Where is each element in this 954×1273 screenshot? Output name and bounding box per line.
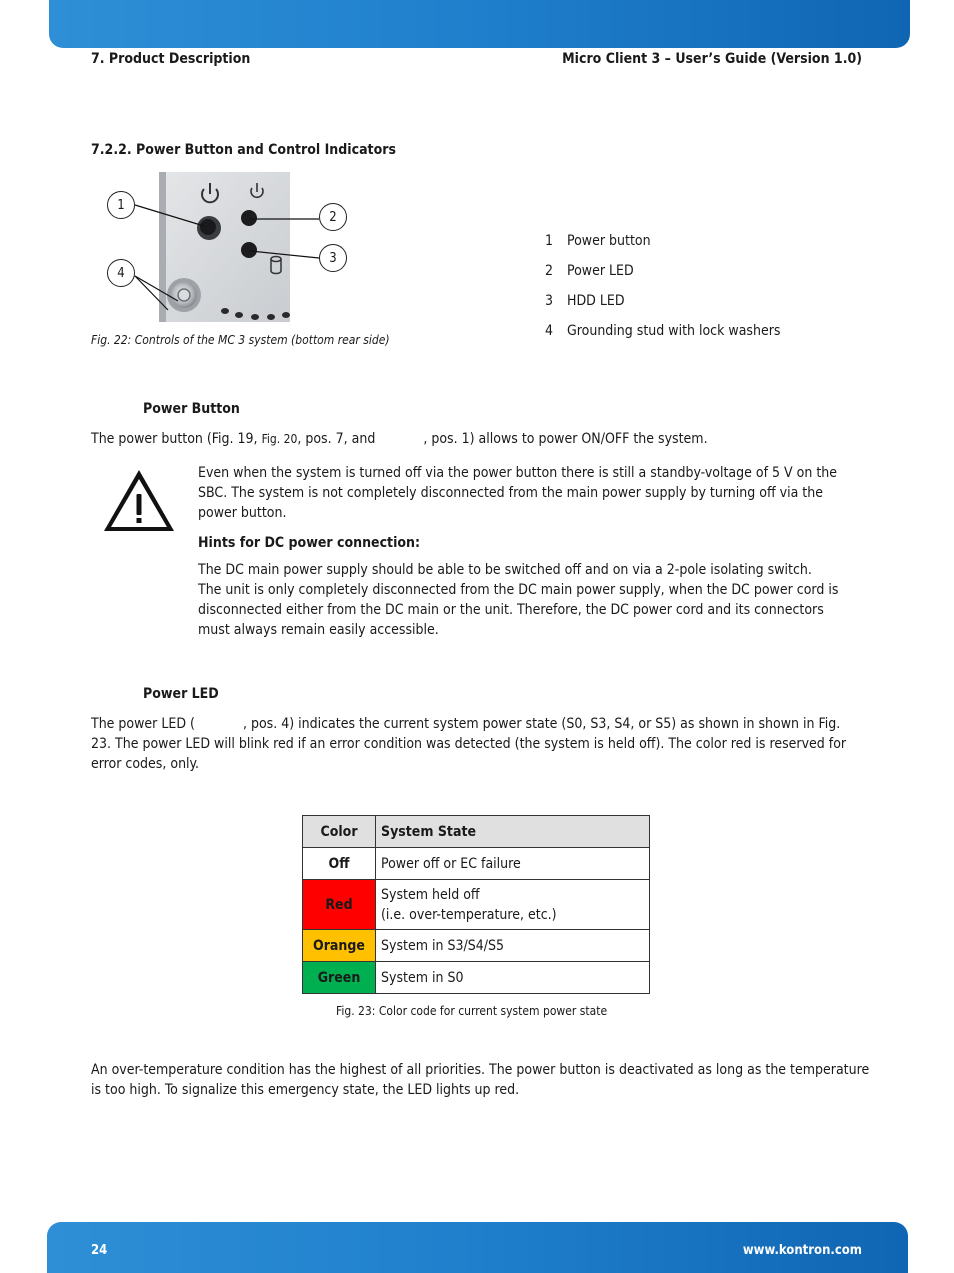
color-cell-green: Green	[303, 962, 376, 994]
legend-label: HDD LED	[567, 293, 625, 309]
table-row	[303, 880, 650, 930]
hints-text-1: The DC main power supply should be able to be switched off and on via a 2-pole isolating switch.	[198, 562, 812, 578]
table-row	[303, 930, 650, 962]
state-text: System in S3/S4/S5	[381, 937, 504, 954]
legend-num: 1	[545, 233, 554, 249]
header-doc-title: Micro Client 3 – User’s Guide (Version 1.0)	[562, 51, 862, 67]
callout-3: 3	[319, 244, 347, 272]
column-header-color: Color	[303, 816, 376, 848]
figure-22-caption: Fig. 22: Controls of the MC 3 system (bottom rear side)	[91, 333, 390, 347]
state-cell	[376, 848, 650, 880]
power-led-text-b: , pos. 4) indicates the current system power state (S0, S3, S4, or S5) as shown in shown in Fig. 23. The power LED will blink red if an error condition was detected (the system is held off). The color red is reserved for error codes, only.	[91, 716, 847, 772]
led-color-table	[302, 815, 650, 994]
over-temperature-paragraph: An over-temperature condition has the highest of all priorities. The power button is deactivated as long as the temperature is too high. To signalize this emergency state, the LED lights up red.	[91, 1062, 870, 1098]
power-button-text-c: , pos. 1) allows to power ON/OFF the system.	[423, 431, 708, 447]
state-text: Power off or EC failure	[381, 855, 521, 872]
legend-label: Power LED	[567, 263, 634, 279]
legend-item	[545, 323, 780, 339]
callout-1: 1	[107, 191, 135, 219]
legend-item	[545, 263, 634, 279]
callout-4: 4	[107, 259, 135, 287]
header-section: 7. Product Description	[91, 51, 251, 67]
page-number: 24	[91, 1243, 108, 1258]
power-button-paragraph	[91, 429, 871, 449]
fig20-link[interactable]: Fig. 20	[261, 432, 298, 446]
power-button-heading: Power Button	[143, 401, 240, 417]
power-button-text-b: , pos. 7, and	[297, 431, 380, 447]
power-led-paragraph	[91, 714, 861, 774]
state-cell	[376, 880, 650, 930]
state-cell	[376, 962, 650, 994]
state-text-detail: (i.e. over-temperature, etc.)	[381, 906, 557, 923]
callout-2: 2	[319, 203, 347, 231]
legend-num: 3	[545, 293, 554, 309]
hints-heading: Hints for DC power connection:	[198, 535, 421, 551]
power-led-text-a: The power LED (	[91, 716, 195, 732]
column-header-state: System State	[376, 816, 650, 848]
hints-text-2: The unit is only completely disconnected from the DC main power supply, when the DC power cord is disconnected either from the DC main or the unit. Therefore, the DC power cord and its connectors must always remain easily accessible.	[198, 582, 839, 638]
power-button-text-a: The power button (Fig. 19,	[91, 431, 262, 447]
warning-text: Even when the system is turned off via the power button there is still a standby-voltage of 5 V on the SBC. The system is not completely disconnected from the main power supply by turning off via the power button.	[198, 465, 838, 521]
color-cell-orange: Orange	[303, 930, 376, 962]
section-heading: 7.2.2. Power Button and Control Indicators	[91, 142, 396, 158]
legend-label: Grounding stud with lock washers	[567, 323, 781, 339]
power-led-heading: Power LED	[143, 686, 219, 702]
legend-item	[545, 293, 625, 309]
state-cell	[376, 930, 650, 962]
color-cell-off: Off	[303, 848, 376, 880]
legend-item	[545, 233, 651, 249]
warning-triangle-icon	[101, 467, 177, 535]
legend-label: Power button	[567, 233, 651, 249]
table-row	[303, 962, 650, 994]
state-text: System in S0	[381, 969, 464, 986]
legend-num: 2	[545, 263, 554, 279]
table-row	[303, 848, 650, 880]
state-text: System held off	[381, 886, 480, 903]
figure-23-caption: Fig. 23: Color code for current system power state	[336, 1004, 608, 1018]
legend-num: 4	[545, 323, 554, 339]
table-header-row	[303, 816, 650, 848]
color-cell-red: Red	[303, 880, 376, 930]
website-link[interactable]: www.kontron.com	[742, 1243, 862, 1258]
